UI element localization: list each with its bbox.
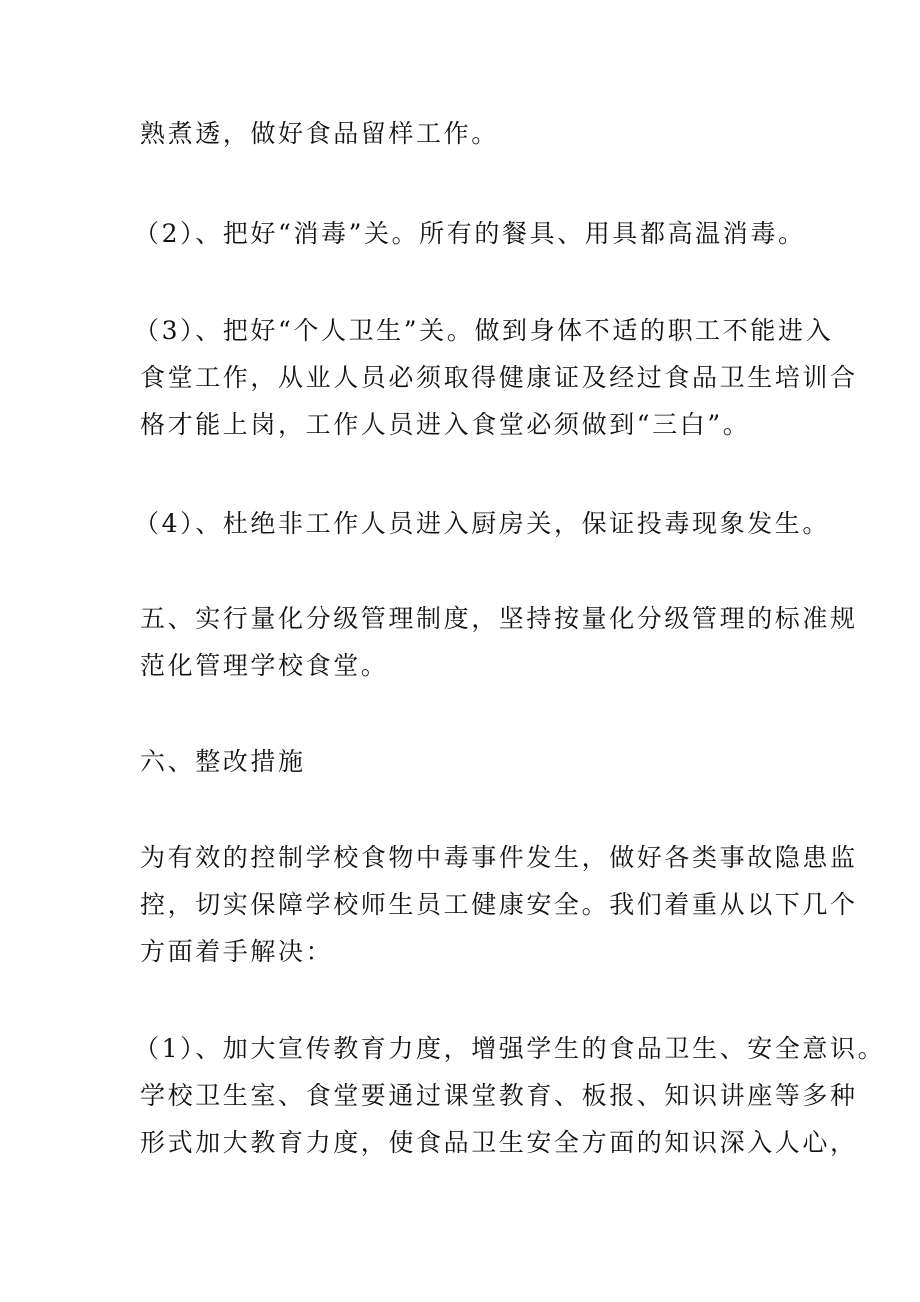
paragraph-line: 方面着手解决： — [140, 937, 334, 966]
paragraph-line: （2）、把好“消毒”关。所有的餐具、用具都高温消毒。 — [134, 219, 806, 248]
paragraph-section-five — [140, 595, 858, 689]
paragraph-line: （3）、把好“个人卫生”关。做到身体不适的职工不能进入 — [134, 316, 834, 345]
paragraph-line: 控，切实保障学校师生员工健康安全。我们着重从以下几个 — [140, 890, 858, 919]
paragraph-line: 范化管理学校食堂。 — [140, 651, 389, 680]
paragraph-disinfection — [134, 210, 806, 257]
paragraph-line: （4）、杜绝非工作人员进入厨房关，保证投毒现象发生。 — [134, 509, 831, 538]
paragraph-education — [134, 1025, 886, 1166]
paragraph-personal-hygiene — [134, 307, 858, 448]
paragraph-line: 食堂工作，从业人员必须取得健康证及经过食品卫生培训合 — [140, 363, 858, 392]
section-heading-six — [140, 738, 800, 785]
paragraph-line: 形式加大教育力度，使食品卫生安全方面的知识深入人心， — [140, 1128, 858, 1157]
paragraph-line: 六、整改措施 — [140, 747, 306, 776]
paragraph-line: 学校卫生室、食堂要通过课堂教育、板报、知识讲座等多种 — [140, 1081, 858, 1110]
paragraph-kitchen-access — [134, 500, 831, 547]
paragraph-line: 熟煮透，做好食品留样工作。 — [140, 119, 499, 148]
paragraph-line: 格才能上岗，工作人员进入食堂必须做到“三白”。 — [140, 410, 751, 439]
paragraph-line: （1）、加大宣传教育力度，增强学生的食品卫生、安全意识。 — [134, 1034, 886, 1063]
paragraph-line: 五、实行量化分级管理制度，坚持按量化分级管理的标准规 — [140, 604, 858, 633]
paragraph-line: 为有效的控制学校食物中毒事件发生，做好各类事故隐患监 — [140, 843, 858, 872]
paragraph-food-sample — [140, 110, 800, 157]
paragraph-measures-intro — [140, 834, 858, 975]
